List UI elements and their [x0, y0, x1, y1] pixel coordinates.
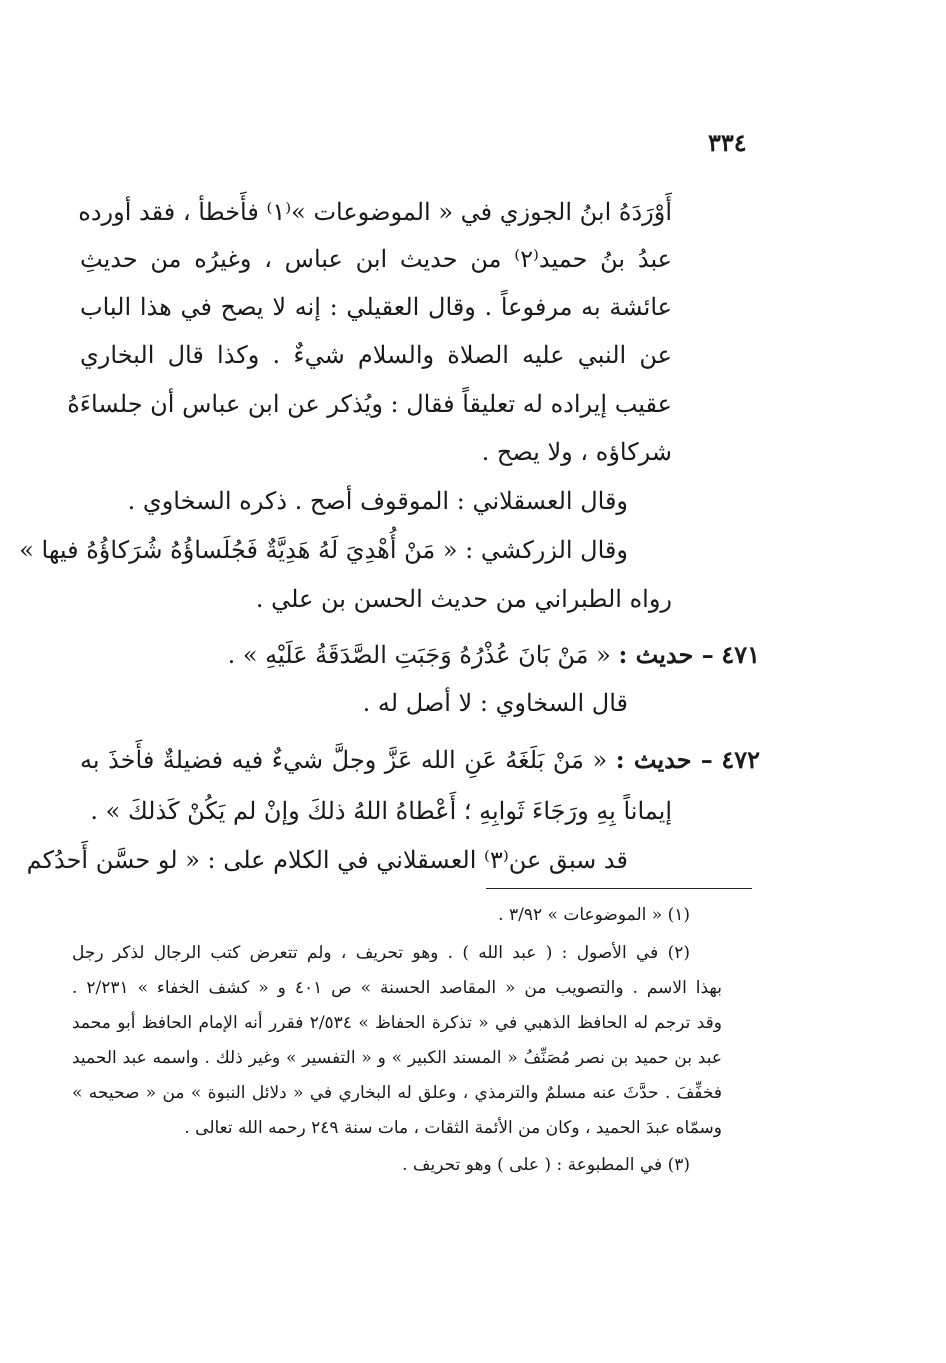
- footnote-2-line: وسمّاه عبدَ الحميد ، وكان من الأئمة الثقات ، مات سنة ٢٤٩ رحمه الله تعالى .: [184, 1118, 722, 1138]
- body-line: عقيب إيراده له تعليقاً فقال : ويُذكر عن ابن عباس أن جلساءَهُ: [67, 390, 672, 418]
- footnote-2-line: فخفِّفَ . حدَّثَ عنه مسلمٌ والترمذي ، وعلق له البخاري في « دلائل النبوة » من « صحيحه »: [72, 1083, 722, 1103]
- body-line: عبدُ بنُ حميد⁽٢⁾ من حديث ابن عباس ، وغيرُه من حديثِ: [80, 245, 672, 273]
- hadith-472: [80, 745, 760, 775]
- hadith-471: [80, 640, 760, 670]
- hadith-text: « مَنْ بَانَ عُذْرُهُ وَجَبَتِ الصَّدَقَةُ عَلَيْهِ » .: [227, 641, 611, 669]
- hadith-number: ٤٧١: [721, 640, 760, 669]
- hadith-label: – حديث :: [615, 745, 713, 774]
- body-line: شركاؤه ، ولا يصح .: [481, 438, 672, 466]
- footnote-2-line: عبد بن حميد بن نصر مُصَنِّفُ « المسند الكبير » و « التفسير » وغير ذلك . واسمه عبد الحميد: [72, 1048, 722, 1068]
- body-line: أَوْرَدَهُ ابنُ الجوزي في « الموضوعات »⁽١⁾ فأَخطأ ، فقد أورده: [78, 198, 672, 226]
- footnote-1: (١) « الموضوعات » ٣/٩٢ .: [498, 905, 690, 925]
- footnote-divider: [486, 888, 752, 889]
- body-line: عائشة به مرفوعاً . وقال العقيلي : إنه لا يصح في هذا الباب: [80, 293, 672, 321]
- footnote-2: (٢) في الأصول : ( عبد الله ) . وهو تحريف ، ولم تتعرض كتب الرجال لذكر رجل: [72, 943, 690, 963]
- hadith-number: ٤٧٢: [721, 745, 760, 774]
- body-line: قال السخاوي : لا أصل له .: [362, 689, 628, 717]
- page-number: ٣٣٤: [708, 128, 747, 157]
- body-line: قد سبق عن⁽٣⁾ العسقلاني في الكلام على : « لو حسَّن أَحدُكم: [26, 846, 628, 874]
- body-line: رواه الطبراني من حديث الحسن بن علي .: [255, 585, 672, 613]
- footnote-2-line: بهذا الاسم . والتصويب من « المقاصد الحسنة » ص ٤٠١ و « كشف الخفاء » ٢/٢٣١ .: [72, 978, 722, 998]
- body-line: وقال العسقلاني : الموقوف أصح . ذكره السخاوي .: [127, 487, 628, 515]
- body-line: وقال الزركشي : « مَنْ أُهْدِيَ لَهُ هَدِيَّةٌ فَجُلَساؤُهُ شُرَكاؤُهُ فيها »: [19, 536, 628, 564]
- footnote-3: (٣) في المطبوعة : ( على ) وهو تحريف .: [402, 1155, 690, 1175]
- body-line: عن النبي عليه الصلاة والسلام شيءٌ . وكذا قال البخاري: [80, 341, 673, 369]
- footnote-2-line: وقد ترجم له الحافظ الذهبي في « تذكرة الحفاظ » ٢/٥٣٤ فقرر أنه الإمام الحافظ أبو محمد: [72, 1013, 722, 1033]
- body-line: إيماناً بِهِ ورَجَاءَ ثَوابِهِ ؛ أَعْطاهُ اللهُ ذلكَ وإنْ لم يَكُنْ كَذلكَ » .: [90, 797, 672, 825]
- hadith-text: « مَنْ بَلَغَهُ عَنِ الله عَزَّ وجلَّ شيءٌ فيه فضيلةٌ فأَخذَ به: [80, 746, 608, 774]
- hadith-label: – حديث :: [618, 640, 714, 669]
